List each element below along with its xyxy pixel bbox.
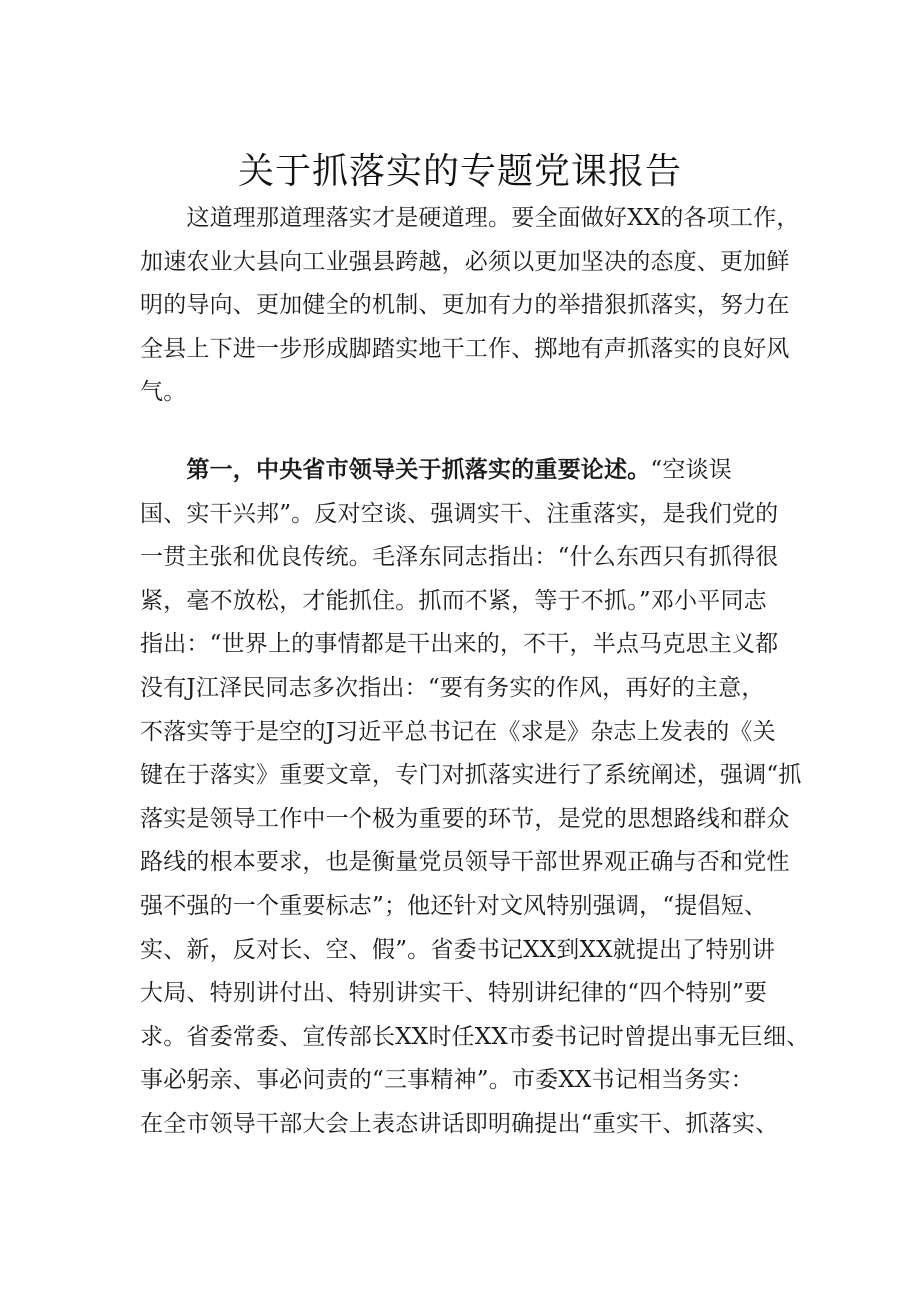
text-line: 紧，毫不放松，才能抓住。抓而不紧，等于不抓。”邓小平同志 <box>140 587 767 614</box>
paragraph-intro <box>140 197 800 415</box>
text-line: 加速农业大县向工业强县跨越，必须以更加坚决的态度、更加鲜 <box>140 248 790 275</box>
text-line: 明的导向、更加健全的机制、更加有力的举措狠抓落实，努力在 <box>140 292 790 319</box>
text-line: 气。 <box>140 379 187 406</box>
text-line: 路线的根本要求，也是衡量党员领导干部世界观正确与否和党性 <box>140 849 790 876</box>
text-line: 国、实干兴邦”。反对空谈、强调实干、注重落实，是我们党的 <box>140 500 779 527</box>
text-line: 一贯主张和优良传统。毛泽东同志指出：“什么东西只有抓得很 <box>140 544 779 571</box>
text-line: 键在于落实》重要文章，专门对抓落实进行了系统阐述，强调“抓 <box>140 762 802 789</box>
text-line: 事必躬亲、事必问责的“三事精神”。市委XX书记相当务实： <box>140 1067 754 1094</box>
text-line: 强不强的一个重要标志”；他还针对文风特别强调，“提倡短、 <box>140 892 768 919</box>
text-line: 指出：“世界上的事情都是干出来的，不干，半点马克思主义都 <box>140 631 779 658</box>
text-line: 大局、特别讲付出、特别讲实干、特别讲纪律的“四个特别”要 <box>140 980 768 1007</box>
paragraph-first-point <box>140 449 810 1147</box>
text-line: 不落实等于是空的J习近平总书记在《求是》杂志上发表的《关 <box>140 718 776 745</box>
text-line: 这道理那道理落实才是硬道理。要全面做好XX的各项工作， <box>140 205 800 231</box>
text-line: 没有J江泽民同志多次指出：“要有务实的作风，再好的主意， <box>140 674 765 701</box>
heading-line-rest: “空谈误 <box>650 457 732 483</box>
document-title: 关于抓落实的专题党课报告 <box>237 151 682 192</box>
text-line <box>140 449 788 493</box>
text-line: 求。省委常委、宣传部长XX时任XX市委书记时曾提出事无巨细、 <box>140 1023 810 1050</box>
text-line: 在全市领导干部大会上表态讲话即明确提出“重实干、抓落实、 <box>140 1110 779 1137</box>
text-line: 全县上下进一步形成脚踏实地干工作、掷地有声抓落实的良好风 <box>140 335 790 362</box>
section-heading: 第一，中央省市领导关于抓落实的重要论述。 <box>140 457 651 483</box>
text-line: 实、新，反对长、空、假”。省委书记XX到XX就提出了特别讲 <box>140 936 776 963</box>
text-line: 落实是领导工作中一个极为重要的环节，是党的思想路线和群众 <box>140 805 790 832</box>
